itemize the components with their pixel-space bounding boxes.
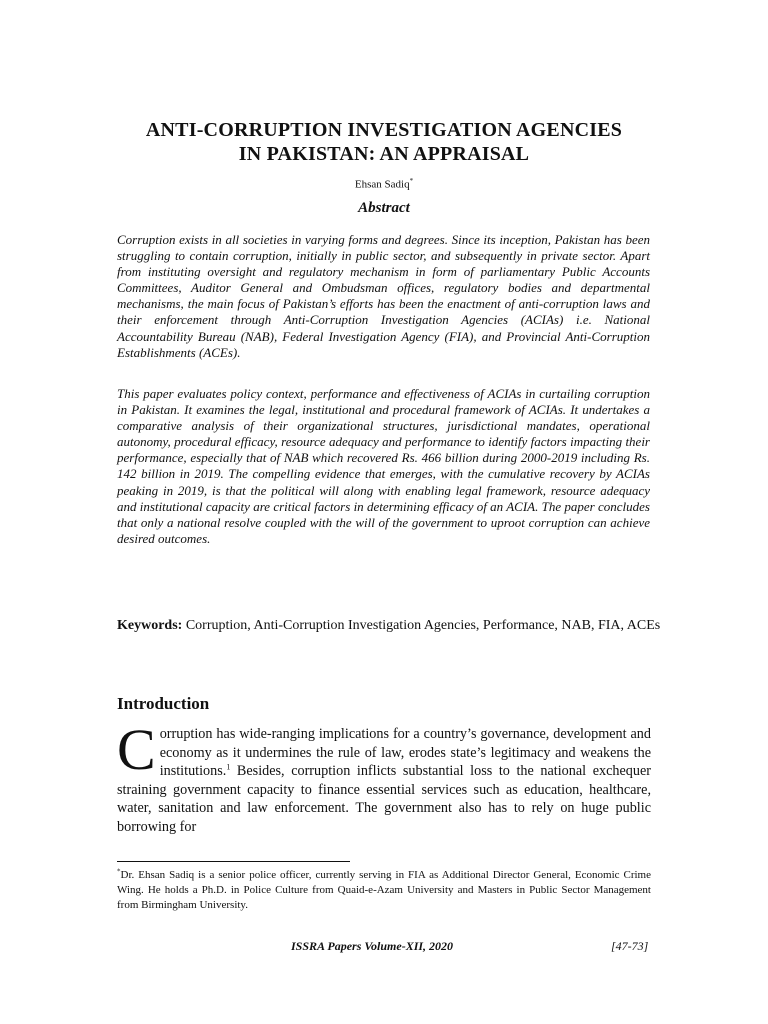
author-footnote <box>117 868 651 913</box>
intro-text-part-1: orruption has wide-ranging implications for a country’s governance, development and economy as it undermines the rule of law, erodes state’s legitimacy and weakens the institutions. <box>159 726 651 779</box>
keywords <box>117 616 668 636</box>
author-line <box>0 177 768 191</box>
abstract-paragraph-2: This paper evaluates policy context, performance and effectiveness of ACIAs in curtailing corruption in Pakistan. It examines the legal, institutional and procedural framework of ACIAs. It undertakes a comparative analysis of their organizational structures, jurisdictional mandates, operational autonomy, procedural efficacy, resource adequacy and performance to identify factors impacting their performance, especially that of NAB which recovered Rs. 466 billion during 2000-2019 including Rs. 142 billion in 2019. The compelling evidence that emerges, with the cumulative recovery by ACIAs peaking in 2019, is that the political will along with enabling legal framework, resource adequacy and institutional capacity are critical factors in determining efficacy of an ACIA. The paper concludes that only a national resolve coupled with the will of the government to uproot corruption can achieve desired outcomes. <box>117 386 650 546</box>
footnote-text: Dr. Ehsan Sadiq is a senior police officer, currently serving in FIA as Additional Director General, Economic Crime Wing. He holds a Ph.D. in Police Culture from Quaid-e-Azam University and Masters in Public Sector Management from Birmingham University. <box>117 869 651 911</box>
keywords-text: Corruption, Anti-Corruption Investigation Agencies, Performance, NAB, FIA, ACEs <box>185 618 661 633</box>
footnote-divider <box>117 861 350 862</box>
drop-cap: C <box>117 717 156 782</box>
footnote-mark: * <box>117 867 121 876</box>
abstract-heading: Abstract <box>358 200 410 216</box>
author-footnote-mark: * <box>409 177 414 185</box>
introduction-paragraph <box>117 717 651 836</box>
title-line-1: ANTI-CORRUPTION INVESTIGATION AGENCIES <box>145 119 623 141</box>
introduction-heading: Introduction <box>117 694 210 713</box>
abstract-paragraph-1: Corruption exists in all societies in varying forms and degrees. Since its inception, Pakistan has been struggling to contain corruption, initially in public sector, and subsequently in private sector. Apart from instituting oversight and regulatory mechanism in form of parliamentary Public Accounts Committees, Auditor General and Ombudsman offices, regulatory bodies and departmental mechanisms, the main focus of Pakistan’s efforts has been the enactment of anti-corruption laws and their enforcement through Anti-Corruption Investigation Agencies (ACIAs) i.e. National Accountability Bureau (NAB), Federal Investigation Agency (FIA), and Provincial Anti-Corruption Establishments (ACEs). <box>117 232 650 360</box>
keywords-label: Keywords: <box>117 618 183 633</box>
intro-text-part-2: Besides, corruption inflicts substantial loss to the national exchequer straining government capacity to finance essential services such as education, healthcare, water, sanitation and law enforcement. The government also has to rely on huge public borrowing for <box>117 763 651 835</box>
footer-page-range: [47-73] <box>611 939 649 953</box>
author-name: Ehsan Sadiq <box>354 178 410 191</box>
title-line-2: IN PAKISTAN: AN APPRAISAL <box>238 143 530 165</box>
footnote-reference-1: 1 <box>226 762 231 772</box>
paper-title <box>100 118 668 166</box>
footer-journal-name: ISSRA Papers Volume-XII, 2020 <box>291 939 454 953</box>
